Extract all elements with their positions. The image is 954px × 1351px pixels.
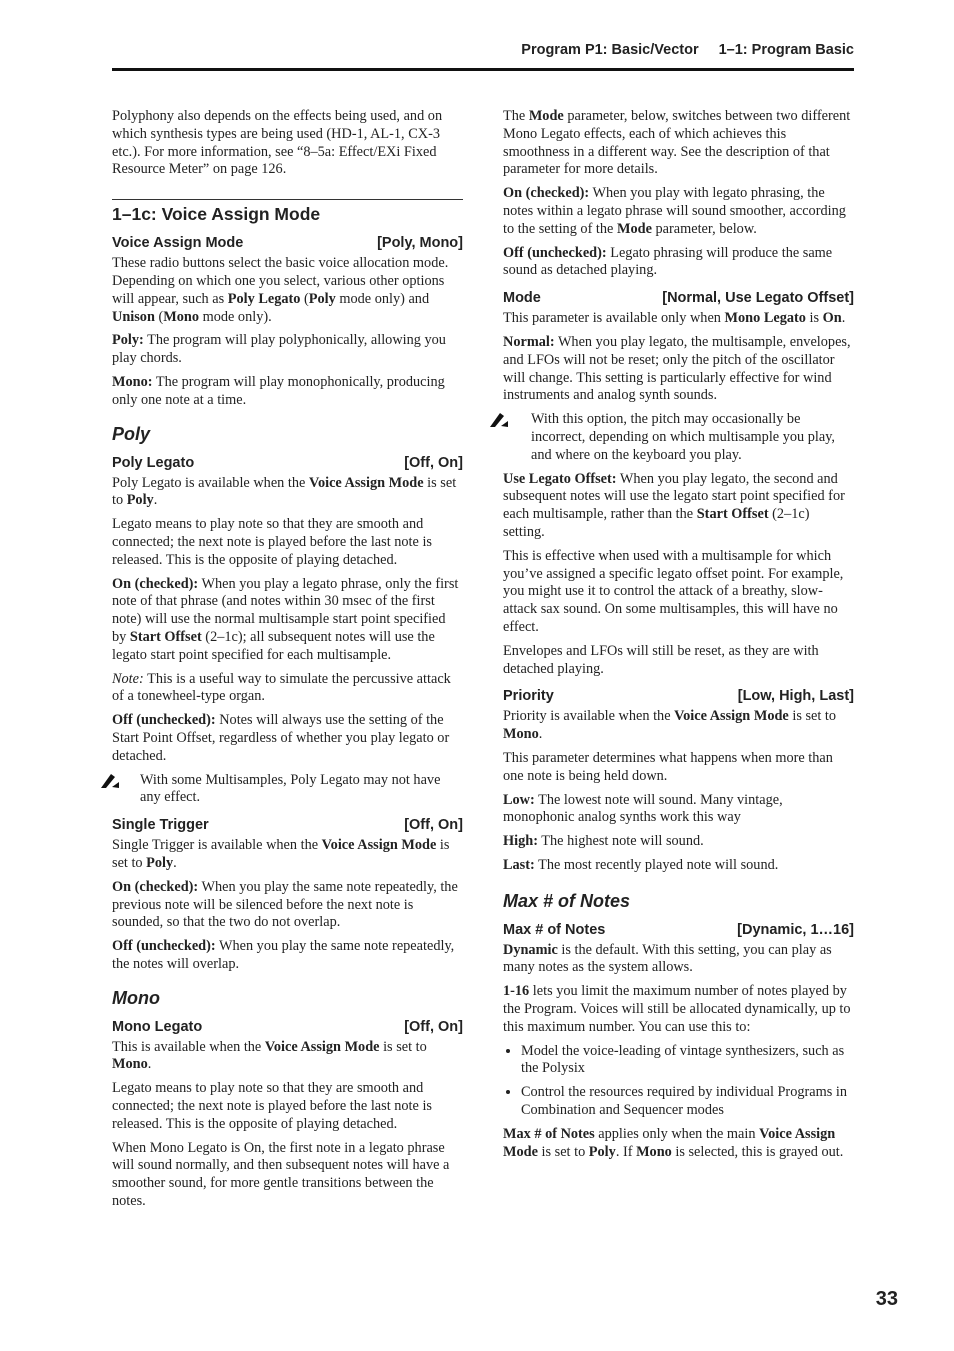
priority-last: Last: The most recently played note will sound.	[503, 856, 779, 873]
param-name: Mono Legato	[112, 1018, 203, 1035]
vam-description: These radio buttons select the basic voice allocation mode. Depending on which one you select, various other options will appear, such as Poly Legato (Poly mode only) and Unison (Mono mode only).	[112, 255, 449, 325]
param-range: [Off, On]	[404, 1018, 463, 1035]
param-name: Mode	[503, 290, 541, 307]
mode-normal: Normal: When you play legato, the multisample, envelopes, and LFOs will not be reset; only the pitch of the oscillator will change. This setting is particularly effective for wind instruments and analog synth sounds.	[503, 333, 851, 404]
param-name: Poly Legato	[112, 454, 195, 471]
max-notes-heading: Max # of Notes	[503, 890, 631, 911]
param-mono-legato	[112, 1019, 463, 1035]
param-mode	[503, 290, 854, 306]
pl-warning: With some Multisamples, Poly Legato may not have any effect.	[112, 772, 463, 808]
ml-on: On (checked): When you play with legato phrasing, the notes within a legato phrase will sound smoother, according to the setting of the Mode parameter, below.	[503, 185, 846, 237]
priority-availability: Priority is available when the Voice Assign Mode is set to Mono.	[503, 708, 837, 743]
max-dynamic: Dynamic is the default. With this setting, you can play as many notes as the system allows.	[503, 941, 832, 976]
param-voice-assign-mode	[112, 235, 463, 251]
st-on: On (checked): When you play the same note repeatedly, the previous note will be silenced before the next note is sounded, so that the two do not overlap.	[112, 878, 458, 931]
pl-availability: Poly Legato is available when the Voice Assign Mode is set to Poly.	[112, 474, 457, 509]
param-priority	[503, 688, 854, 704]
param-name: Voice Assign Mode	[112, 235, 244, 252]
st-availability: Single Trigger is available when the Voice Assign Mode is set to Poly.	[112, 837, 450, 871]
pl-note: Note: This is a useful way to simulate the percussive attack of a tonewheel-type organ.	[112, 670, 451, 705]
param-name: Max # of Notes	[503, 921, 606, 938]
priority-low: Low: The lowest note will sound. Many vintage, monophonic analog synths work this way	[503, 791, 783, 826]
poly-heading: Poly	[112, 423, 151, 444]
mode-availability: This parameter is available only when Mono Legato is On.	[503, 310, 846, 327]
section-title: 1–1c: Voice Assign Mode	[112, 199, 463, 225]
vam-poly: Poly: The program will play polyphonically, allowing you play chords.	[112, 332, 446, 367]
caution-icon	[100, 773, 120, 789]
param-poly-legato	[112, 455, 463, 471]
st-off: Off (unchecked): When you play the same note repeatedly, the notes will overlap.	[112, 938, 455, 972]
mono-heading: Mono	[112, 987, 160, 1008]
caution-icon	[489, 412, 509, 428]
ml-description: When Mono Legato is On, the first note in a legato phrase will sound normally, and then subsequent notes will have a smoother sound, for more gentle transitions between the notes.	[112, 1139, 450, 1210]
ml-off: Off (unchecked): Legato phrasing will produce the same sound as detached playing.	[503, 244, 833, 279]
ml-legato-definition: Legato means to play note so that they are smooth and connected; the next note is played before the last note is released. This is the opposite of playing detached.	[112, 1080, 432, 1132]
vam-mono: Mono: The program will play monophonically, producing only one note at a time.	[112, 373, 445, 408]
max-range: 1-16 lets you limit the maximum number of notes played by the Program. Voices will still be allocated dynamically, up to this maximum number. You can use this to:	[503, 983, 851, 1035]
pl-off: Off (unchecked): Notes will always use the setting of the Start Point Offset, regardless of whether you play legato or detached.	[112, 712, 450, 764]
list-item: • Control the resources required by individual Programs in Combination and Sequencer modes	[521, 1084, 854, 1120]
page-number: 33	[875, 1288, 898, 1310]
param-name: Priority	[503, 688, 554, 705]
param-range: [Low, High, Last]	[737, 688, 854, 705]
header-chapter: Program P1: Basic/Vector	[521, 42, 699, 58]
page-header	[112, 40, 854, 71]
left-column	[112, 108, 463, 1217]
priority-high: High: The highest note will sound.	[503, 833, 704, 850]
mode-intro: The Mode parameter, below, switches between two different Mono Legato effects, each of which achieves this smoothness in a different way. See the description of that parameter for more details.	[503, 108, 851, 178]
list-item: • Model the voice-leading of vintage synthesizers, such as the Polysix	[521, 1043, 854, 1079]
ml-availability: This is available when the Voice Assign Mode is set to Mono.	[112, 1038, 427, 1073]
param-range: [Dynamic, 1…16]	[737, 921, 854, 938]
priority-description: This parameter determines what happens when more than one note is being held down.	[503, 749, 833, 784]
param-range: [Normal, Use Legato Offset]	[662, 290, 854, 307]
param-single-trigger	[112, 817, 463, 833]
param-range: [Off, On]	[404, 454, 463, 471]
param-range: [Poly, Mono]	[377, 235, 463, 252]
pl-on: On (checked): When you play a legato phrase, only the first note of that phrase (and notes within 30 msec of the first note) will use the normal multisample start point specified by Start Offset (2–1c); all subsequent notes will use the legato start point specified for each multisample.	[112, 575, 459, 663]
param-max-notes	[503, 922, 854, 938]
breadcrumb	[521, 42, 854, 58]
mode-effective: This is effective when used with a multisample for which you’ve assigned a specific legato offset point. For example, you might use it to control the attack of a breathy, slow-attack sax sound. On some multisamples, this will have no effect.	[503, 547, 844, 635]
max-applies: Max # of Notes applies only when the main Voice Assign Mode is set to Poly. If Mono is selected, this is grayed out.	[503, 1125, 844, 1160]
pl-legato-definition: Legato means to play note so that they are smooth and connected; the next note is played before the last note is released. This is the opposite of playing detached.	[112, 516, 432, 568]
intro-paragraph: Polyphony also depends on the effects being used, and on which synthesis types are being used (HD-1, AL-1, CX-3 etc.). For more information, see “8–5a: Effect/EXi Fixed Resource Meter” on page 126.	[112, 108, 443, 178]
header-section: 1–1: Program Basic	[718, 42, 854, 58]
param-range: [Off, On]	[404, 817, 463, 834]
max-uses-list	[503, 1043, 854, 1120]
mode-warning: With this option, the pitch may occasionally be incorrect, depending on which multisample you play, and where on the keyboard you play.	[503, 411, 854, 464]
mode-use-legato-offset: Use Legato Offset: When you play legato, the second and subsequent notes will use the legato start point specified for each multisample, rather than the Start Offset (2–1c) setting.	[503, 470, 845, 540]
mode-envelopes: Envelopes and LFOs will still be reset, as they are with detached playing.	[503, 642, 819, 677]
param-name: Single Trigger	[112, 817, 209, 834]
right-column	[503, 108, 854, 1167]
